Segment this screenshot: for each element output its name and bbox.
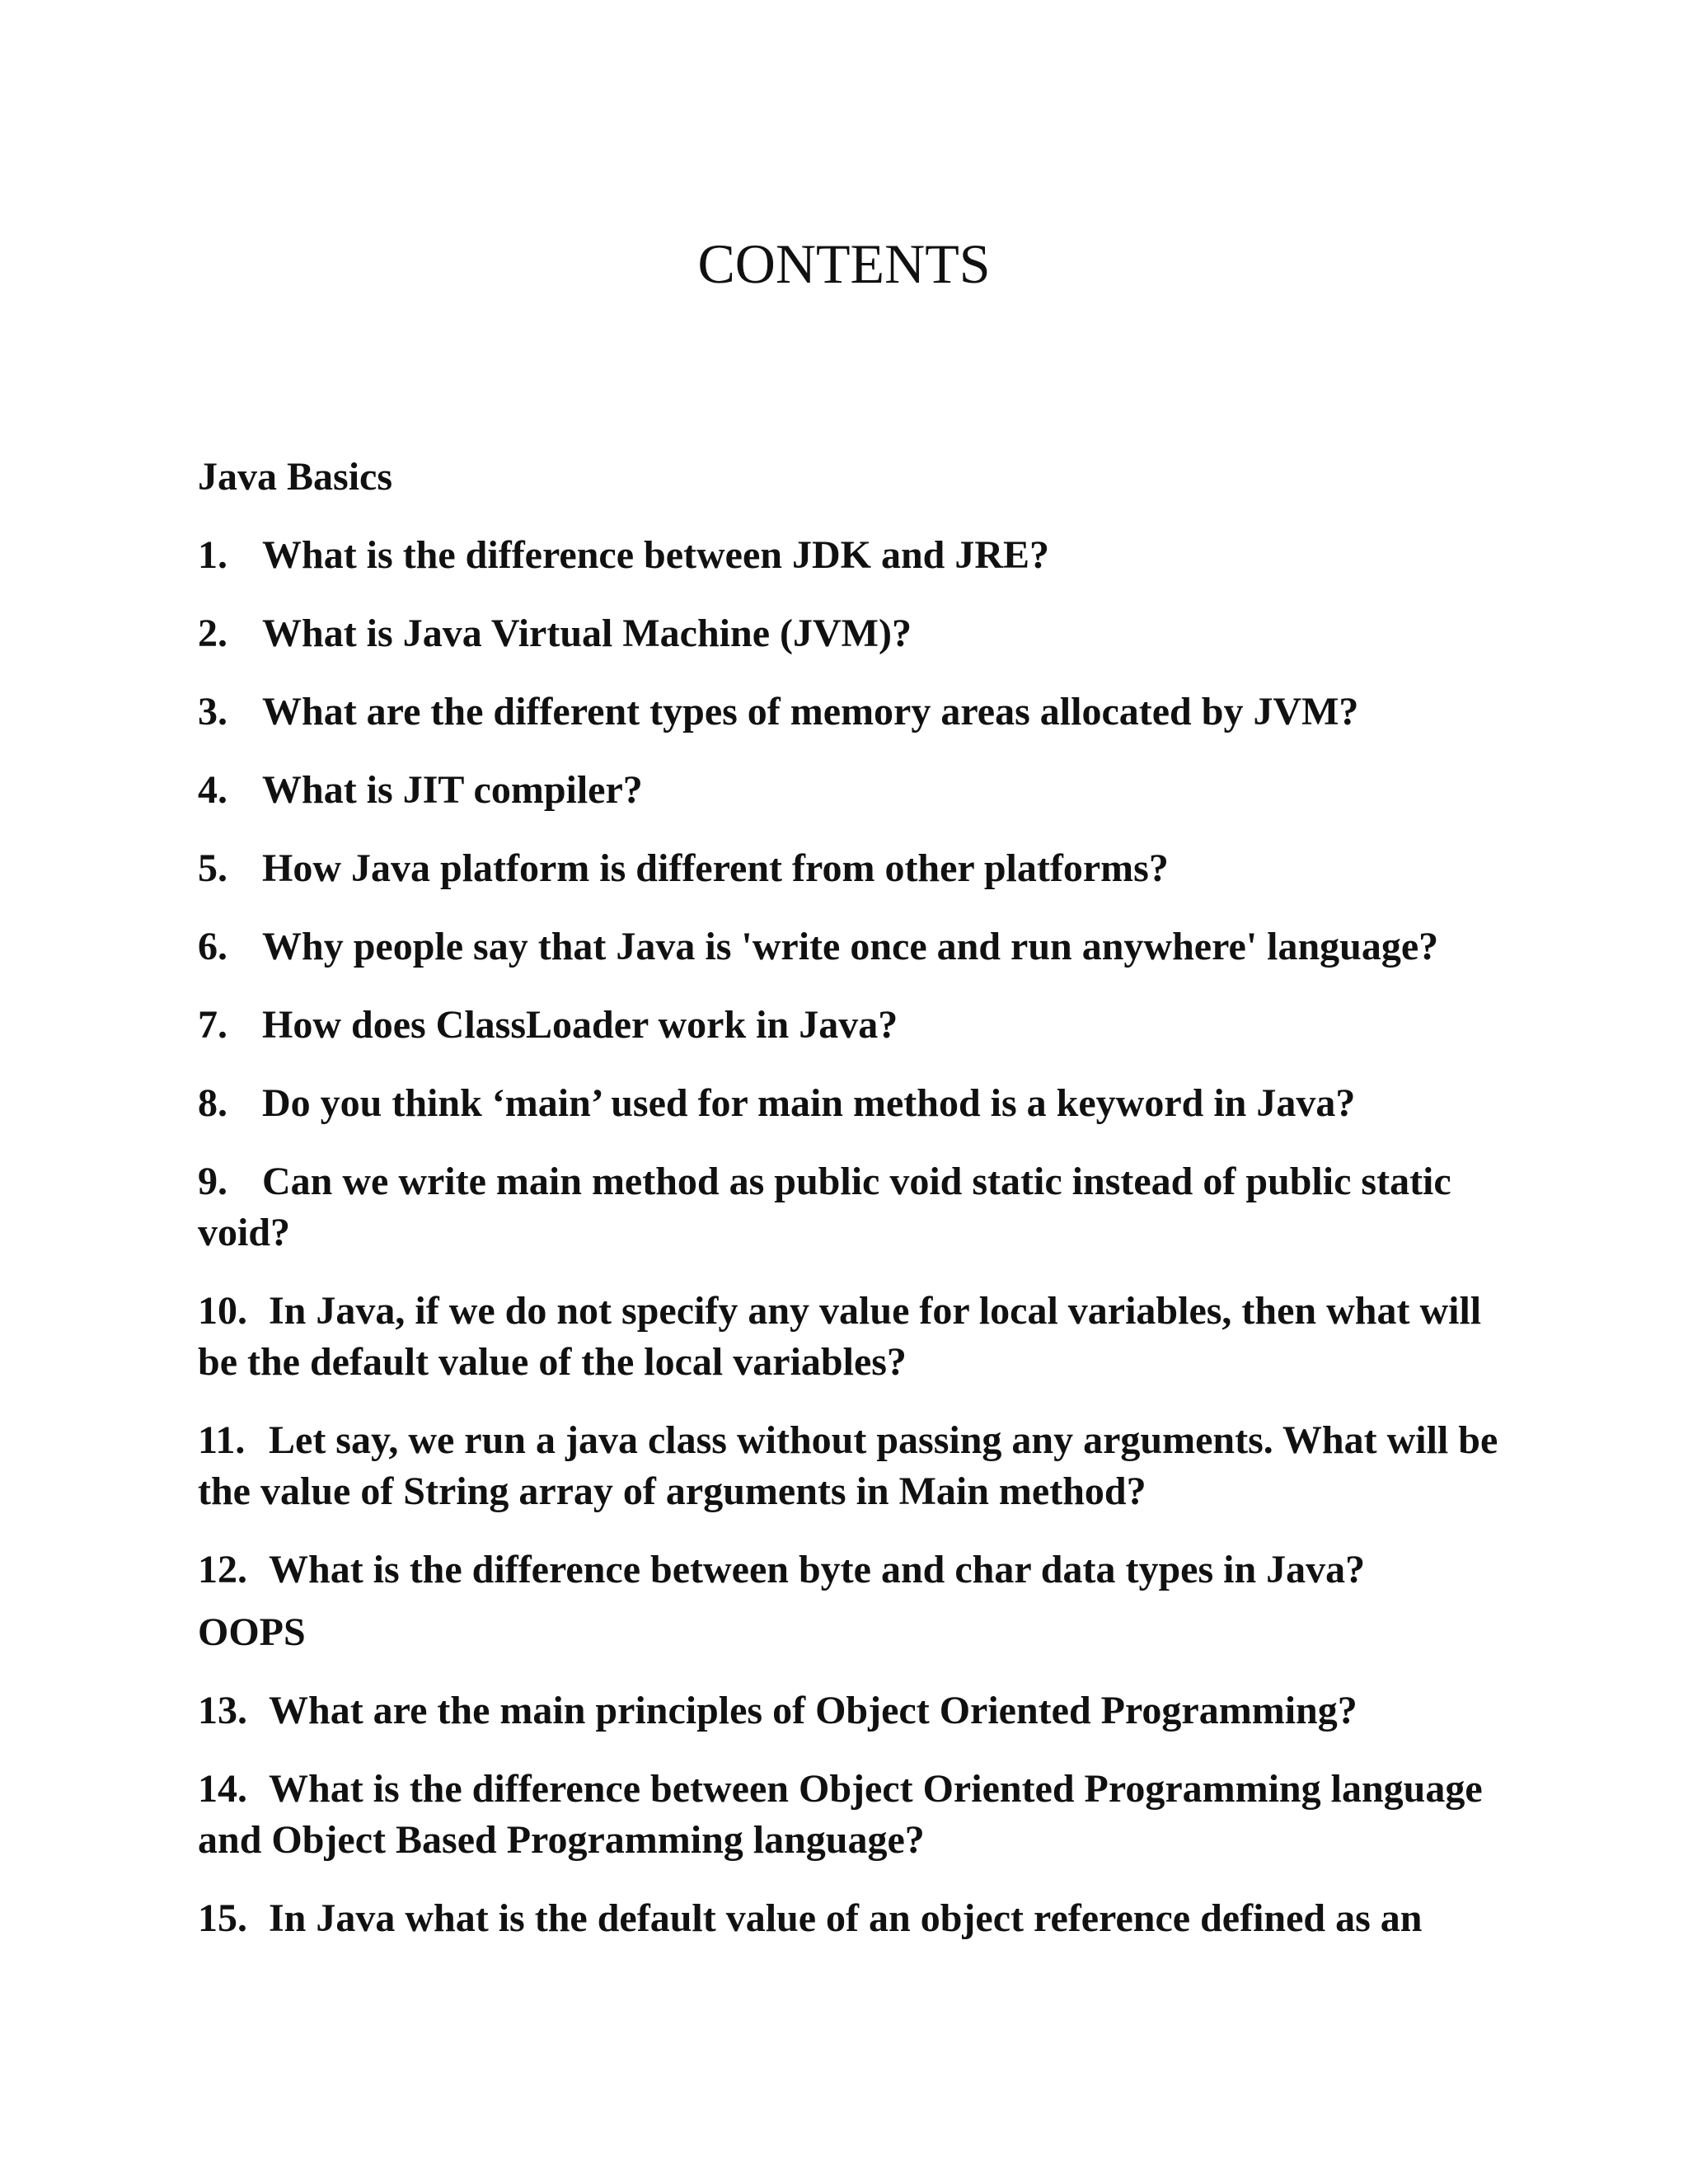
- toc-entry: [198, 687, 1500, 738]
- entry-number: 13.: [198, 1689, 247, 1732]
- toc-entry: [198, 1893, 1500, 1944]
- entry-text: What is the difference between byte and char data types in Java?: [269, 1548, 1366, 1591]
- section-heading-java-basics: Java Basics: [198, 455, 393, 499]
- entry-text: What are the different types of memory areas allocated by JVM?: [262, 690, 1359, 733]
- toc-entry: [198, 921, 1500, 972]
- entry-number: 12.: [198, 1548, 247, 1591]
- entry-number: 6.: [198, 925, 227, 968]
- table-of-contents: [198, 452, 1500, 1971]
- toc-entry: [198, 1000, 1500, 1051]
- toc-entry: [198, 1544, 1500, 1596]
- toc-entry: [198, 1415, 1500, 1517]
- entry-number: 8.: [198, 1081, 227, 1125]
- entry-text: What are the main principles of Object Oriented Programming?: [269, 1689, 1357, 1732]
- entry-text: In Java, if we do not specify any value for local variables, then what will be the default value of the local variables?: [198, 1289, 1482, 1384]
- toc-entry: [198, 765, 1500, 816]
- entry-number: 9.: [198, 1160, 227, 1203]
- toc-entry: [198, 1156, 1500, 1258]
- entry-number: 3.: [198, 690, 227, 733]
- entry-text: How Java platform is different from other platforms?: [262, 846, 1169, 890]
- entry-text: What is JIT compiler?: [262, 768, 643, 812]
- entry-text: How does ClassLoader work in Java?: [262, 1003, 898, 1047]
- toc-entry: [198, 530, 1500, 581]
- entry-number: 15.: [198, 1896, 247, 1940]
- section-heading-oops: OOPS: [198, 1610, 306, 1654]
- entry-text: In Java what is the default value of an object reference defined as an: [269, 1896, 1423, 1940]
- toc-entry: [198, 1286, 1500, 1388]
- toc-entry: [198, 1685, 1500, 1736]
- entry-number: 10.: [198, 1289, 247, 1333]
- entry-number: 14.: [198, 1767, 247, 1811]
- toc-entry: [198, 843, 1500, 894]
- entry-text: Can we write main method as public void static instead of public static void?: [198, 1160, 1451, 1254]
- entry-text: Why people say that Java is 'write once and run anywhere' language?: [262, 925, 1439, 968]
- entry-number: 5.: [198, 846, 227, 890]
- entry-number: 4.: [198, 768, 227, 812]
- toc-entry: [198, 1078, 1500, 1129]
- toc-entry: [198, 608, 1500, 659]
- entry-text: What is the difference between JDK and JRE?: [262, 533, 1050, 577]
- page-title: CONTENTS: [697, 232, 991, 295]
- toc-entry: [198, 1764, 1500, 1866]
- entry-number: 2.: [198, 612, 227, 655]
- entry-text: Let say, we run a java class without passing any arguments. What will be the value of String array of arguments in Main method?: [198, 1418, 1498, 1513]
- entry-text: Do you think ‘main’ used for main method is a keyword in Java?: [262, 1081, 1356, 1125]
- entry-number: 11.: [198, 1418, 246, 1462]
- entry-text: What is the difference between Object Oriented Programming language and Object Based Programming language?: [198, 1767, 1483, 1862]
- entry-text: What is Java Virtual Machine (JVM)?: [262, 612, 912, 655]
- entry-number: 7.: [198, 1003, 227, 1047]
- entry-number: 1.: [198, 533, 227, 577]
